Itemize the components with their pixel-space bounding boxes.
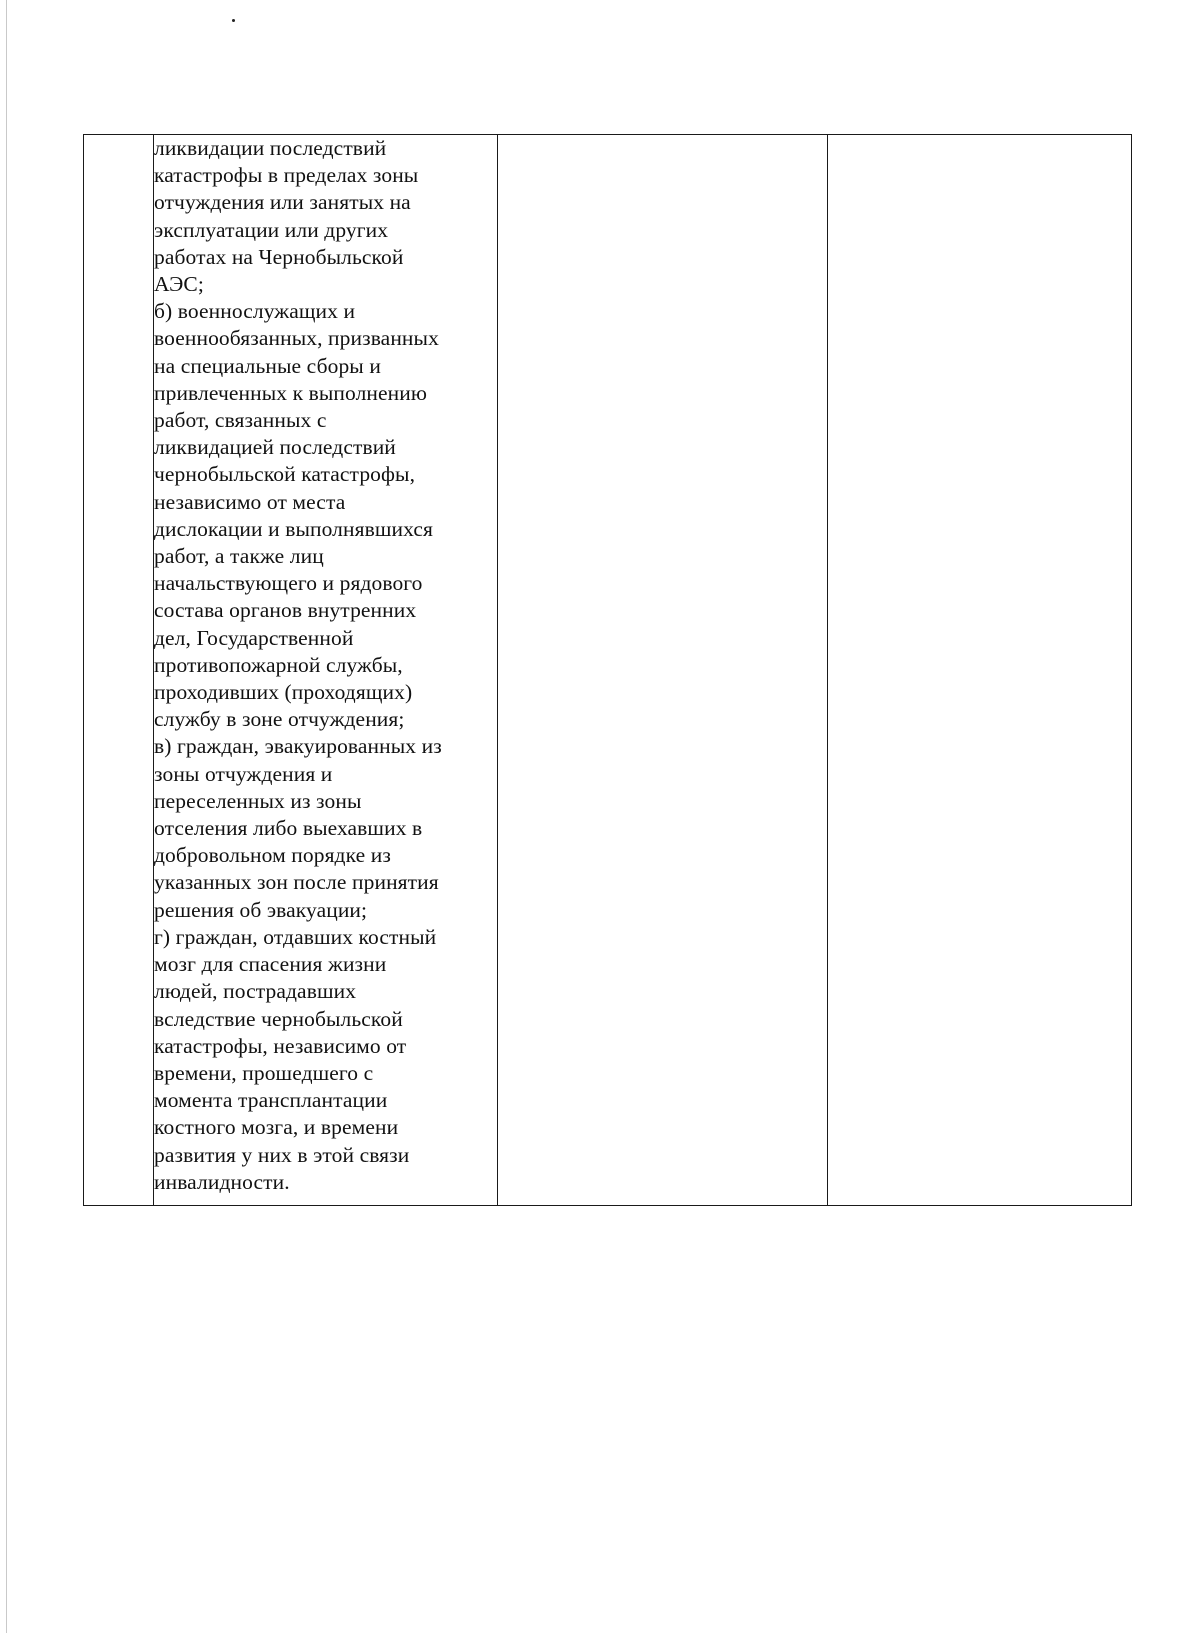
table-cell-column-3 xyxy=(498,135,828,1206)
table-cell-number xyxy=(84,135,154,1206)
scan-speck xyxy=(232,19,235,22)
table-cell-description xyxy=(154,135,498,1206)
scan-edge-line xyxy=(6,0,7,1633)
table-row xyxy=(84,135,1132,1206)
document-table xyxy=(83,134,1132,1206)
table-cell-column-4 xyxy=(828,135,1132,1206)
description-text: ликвидации последствий катастрофы в пределах зоны отчуждения или занятых на эксплуатации или других работах на Чернобыльской АЭС; б) военнослужащих и военнообязанных, призванных на специальные сборы и привлеченных к выполнению работ, связанных с ликвидацией последствий чернобыльской катастрофы, независимо от места дислокации и выполнявшихся работ, а также лиц начальствующего и рядового состава органов внутренних дел, Государственной противопожарной службы, проходивших (проходящих) службу в зоне отчуждения; в) граждан, эвакуированных из зоны отчуждения и переселенных из зоны отселения либо выехавших в добровольном порядке из указанных зон после принятия решения об эвакуации; г) граждан, отдавших костный мозг для спасения жизни людей, пострадавших вследствие чернобыльской катастрофы, независимо от времени, прошедшего с момента трансплантации костного мозга, и времени развития у них в этой связи инвалидности. xyxy=(154,136,442,1194)
